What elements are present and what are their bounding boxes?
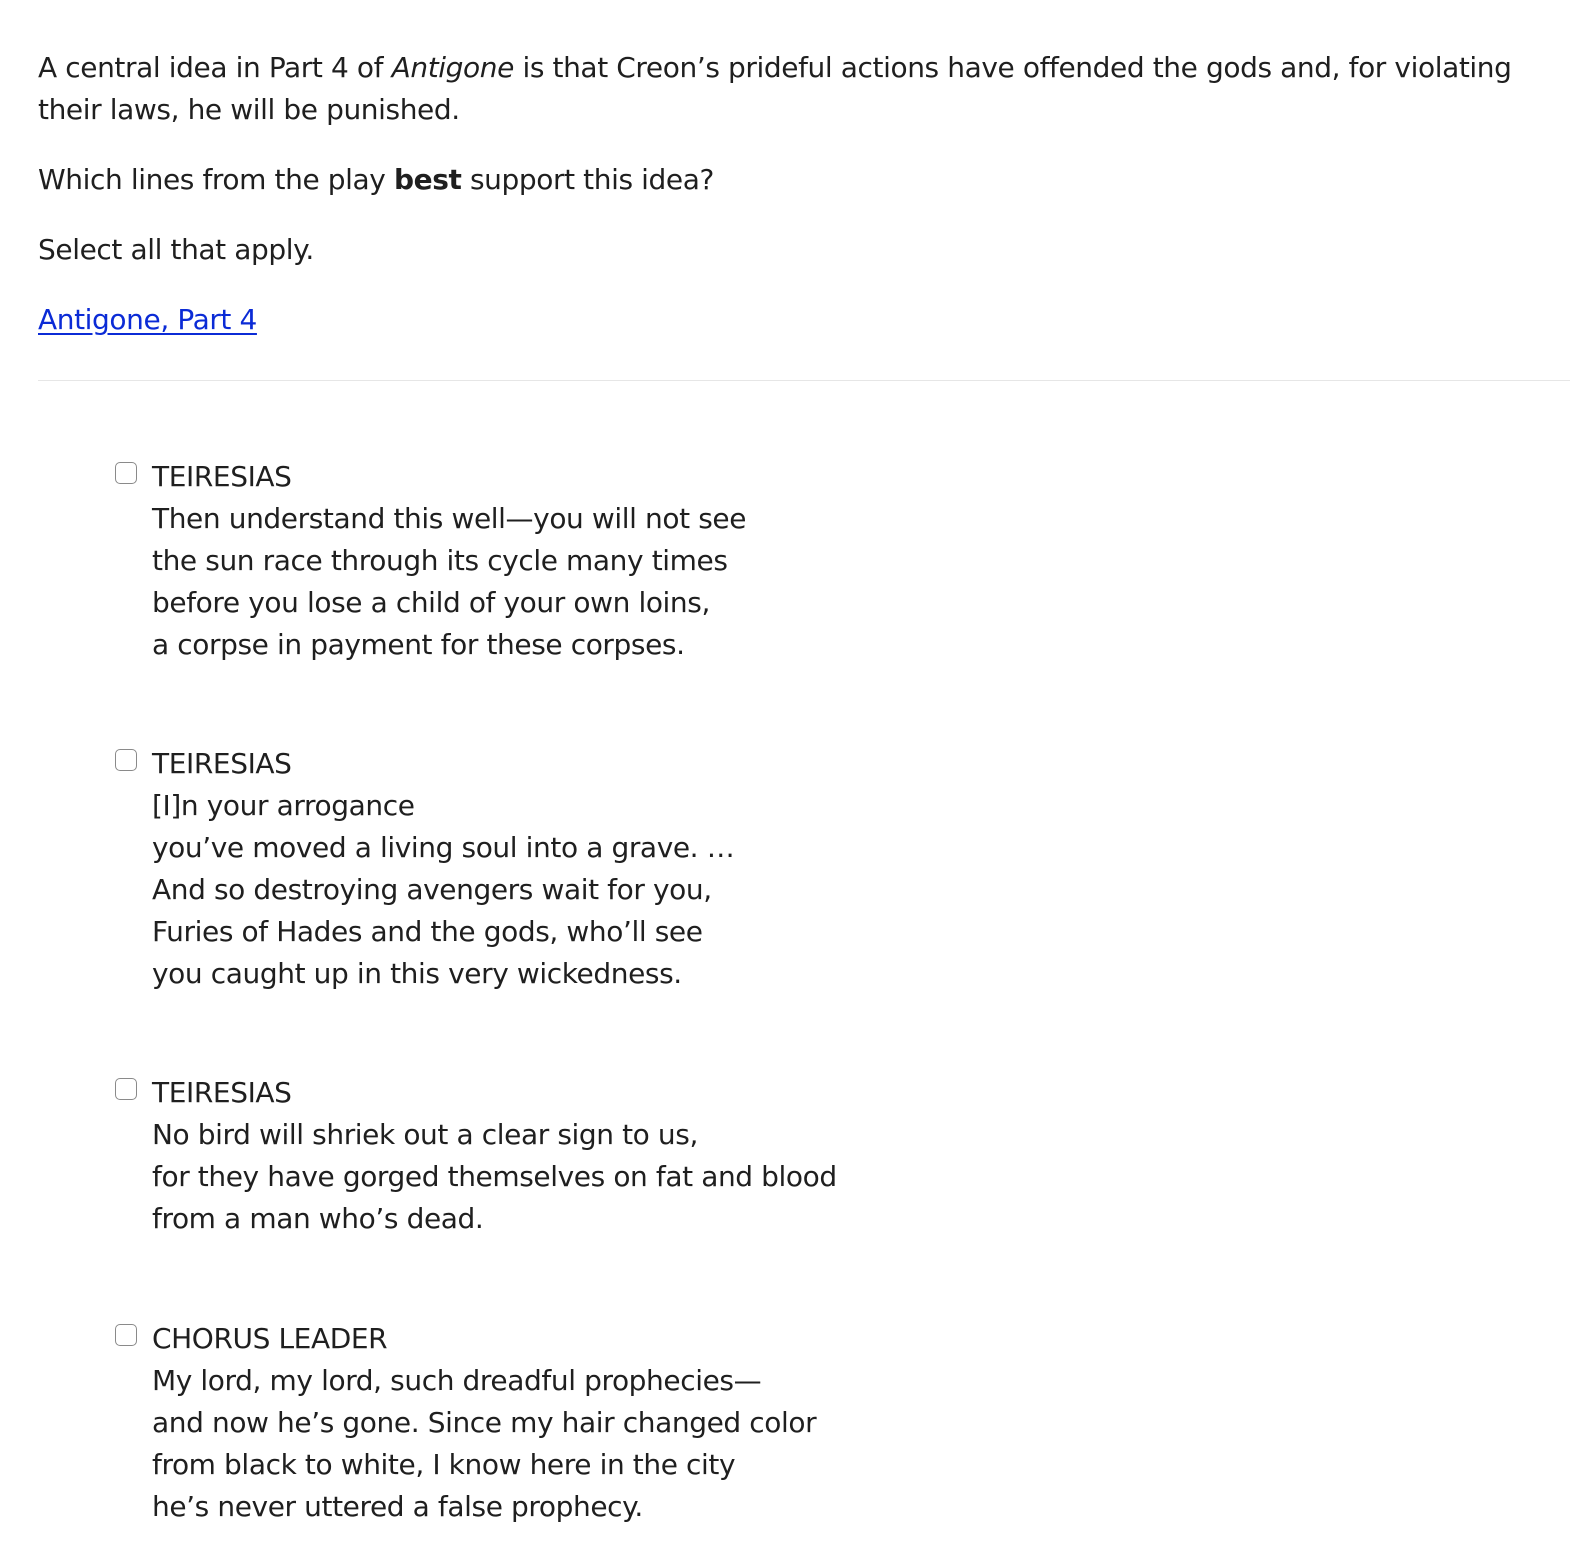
option-4-speaker: CHORUS LEADER: [152, 1322, 388, 1355]
option-4-line-1: My lord, my lord, such dreadful prophecies—: [152, 1364, 762, 1397]
question-ask-start: Which lines from the play: [38, 163, 394, 196]
question-intro: [38, 47, 1538, 131]
option-2-line-1: [I]n your arrogance: [152, 789, 415, 822]
option-1-checkbox[interactable]: [115, 462, 137, 484]
option-1-line-2: the sun race through its cycle many times: [152, 544, 728, 577]
option-1-line-4: a corpse in payment for these corpses.: [152, 628, 685, 661]
option-1-line-3: before you lose a child of your own loins,: [152, 586, 710, 619]
option-2-checkbox[interactable]: [115, 749, 137, 771]
option-2-text: [152, 743, 734, 995]
option-4-text: [152, 1318, 816, 1528]
option-3-line-2: for they have gorged themselves on fat and blood: [152, 1160, 837, 1193]
option-1-line-1: Then understand this well—you will not see: [152, 502, 747, 535]
option-3-line-3: from a man who’s dead.: [152, 1202, 484, 1235]
option-2-line-3: And so destroying avengers wait for you,: [152, 873, 712, 906]
option-2-line-4: Furies of Hades and the gods, who’ll see: [152, 915, 703, 948]
question-ask-end: support this idea?: [461, 163, 714, 196]
passage-link[interactable]: Antigone, Part 4: [38, 303, 257, 336]
option-4-checkbox[interactable]: [115, 1324, 137, 1346]
option-3-text: [152, 1072, 837, 1240]
option-4-line-2: and now he’s gone. Since my hair changed color: [152, 1406, 817, 1439]
option-2-speaker: TEIRESIAS: [152, 747, 292, 780]
question-intro-end: is that Creon’s prideful actions have offended the gods and, for violating their laws, he will be punished.: [38, 51, 1512, 126]
section-divider: [38, 380, 1570, 381]
option-2-line-5: you caught up in this very wickedness.: [152, 957, 682, 990]
option-3-checkbox[interactable]: [115, 1078, 137, 1100]
question-instruction: Select all that apply.: [38, 233, 314, 266]
question-intro-start: A central idea in Part 4 of: [38, 51, 392, 84]
option-3-line-1: No bird will shriek out a clear sign to us,: [152, 1118, 698, 1151]
option-4-line-4: he’s never uttered a false prophecy.: [152, 1490, 643, 1523]
passage-link-row: [38, 299, 1538, 341]
play-title: Antigone: [391, 51, 514, 84]
option-3-speaker: TEIRESIAS: [152, 1076, 292, 1109]
option-2-line-2: you’ve moved a living soul into a grave. …: [152, 831, 735, 864]
question-prompt: [38, 47, 1538, 341]
option-4-line-3: from black to white, I know here in the city: [152, 1448, 736, 1481]
question-ask: [38, 159, 1538, 201]
option-1-text: [152, 456, 746, 666]
option-1-speaker: TEIRESIAS: [152, 460, 292, 493]
question-ask-emphasis: best: [393, 163, 462, 196]
